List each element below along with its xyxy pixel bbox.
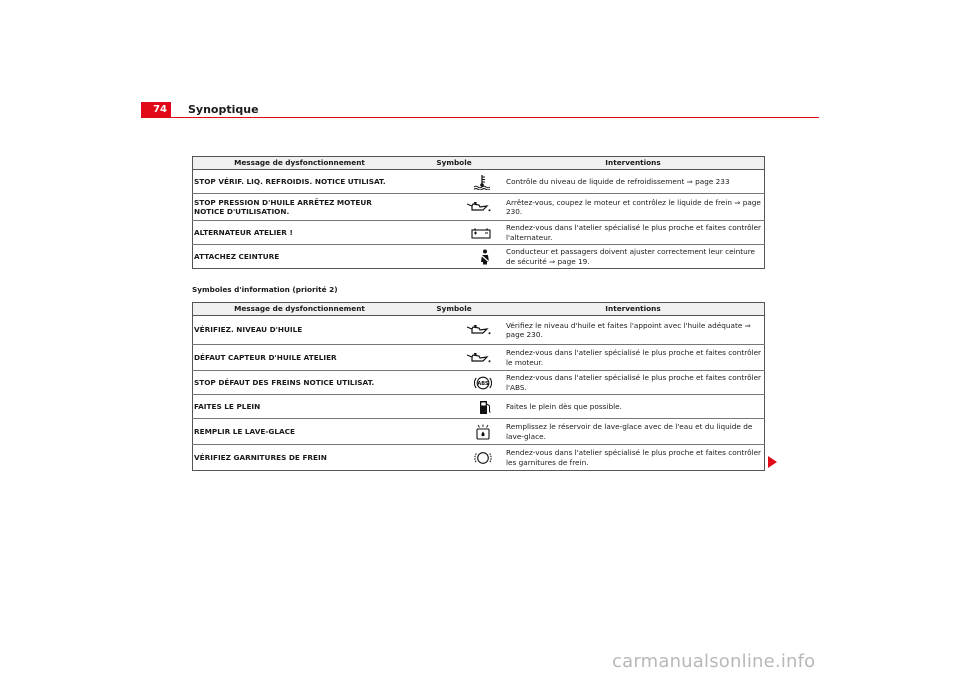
table-row — [193, 445, 765, 471]
symbol-cell — [406, 170, 502, 194]
column-header-symbol: Symbole — [406, 303, 502, 316]
symbol-cell — [406, 445, 502, 471]
column-header-interventions: Interventions — [502, 157, 765, 170]
symbol-cell — [406, 371, 502, 395]
symbol-cell — [406, 221, 502, 245]
intervention-cell: Vérifiez le niveau d'huile et faites l'appoint avec l'huile adéquate ⇒ page 230. — [502, 316, 765, 345]
column-header-symbol: Symbole — [406, 157, 502, 170]
message-cell: REMPLIR LE LAVE-GLACE — [193, 419, 407, 445]
symbol-cell — [406, 345, 502, 371]
table-row — [193, 371, 765, 395]
message-cell: FAITES LE PLEIN — [193, 395, 407, 419]
oil-can-icon — [466, 324, 492, 336]
intervention-cell: Conducteur et passagers doivent ajuster correctement leur ceinture de sécurité ⇒ page 19. — [502, 245, 765, 269]
oil-can-icon — [466, 352, 492, 364]
column-header-interventions: Interventions — [502, 303, 765, 316]
column-header-message: Message de dysfonctionnement — [193, 303, 407, 316]
column-header-message: Message de dysfonctionnement — [193, 157, 407, 170]
warnings-table — [192, 156, 765, 269]
message-cell: VÉRIFIEZ. NIVEAU D'HUILE — [193, 316, 407, 345]
next-page-arrow-icon[interactable] — [768, 456, 777, 468]
message-cell: VÉRIFIEZ GARNITURES DE FREIN — [193, 445, 407, 471]
intervention-cell: Rendez-vous dans l'atelier spécialisé le plus proche et faites contrôler l'alternateur. — [502, 221, 765, 245]
message-cell: STOP VÉRIF. LIQ. REFROIDIS. NOTICE UTILISAT. — [193, 170, 407, 194]
intervention-cell: Rendez-vous dans l'atelier spécialisé le plus proche et faites contrôler l'ABS. — [502, 371, 765, 395]
table-row — [193, 221, 765, 245]
intervention-cell: Faites le plein dès que possible. — [502, 395, 765, 419]
message-cell: ATTACHEZ CEINTURE — [193, 245, 407, 269]
intervention-cell: Contrôle du niveau de liquide de refroidissement ⇒ page 233 — [502, 170, 765, 194]
symbol-cell — [406, 245, 502, 269]
brake-pad-icon — [474, 450, 492, 466]
table-header-row — [193, 157, 765, 170]
table-row — [193, 316, 765, 345]
table-row — [193, 345, 765, 371]
coolant-icon — [472, 174, 492, 190]
table-header-row — [193, 303, 765, 316]
symbol-cell — [406, 395, 502, 419]
battery-icon — [470, 227, 492, 239]
header-rule — [141, 117, 819, 118]
message-cell: DÉFAUT CAPTEUR D'HUILE ATELIER — [193, 345, 407, 371]
message-cell: STOP DÉFAUT DES FREINS NOTICE UTILISAT. — [193, 371, 407, 395]
info-symbols-table — [192, 302, 765, 471]
table-row — [193, 395, 765, 419]
abs-icon — [474, 375, 492, 391]
table-row — [193, 245, 765, 269]
fuel-pump-icon — [478, 399, 492, 415]
table-row — [193, 419, 765, 445]
symbol-cell — [406, 316, 502, 345]
symbol-cell — [406, 194, 502, 221]
message-cell: ALTERNATEUR ATELIER ! — [193, 221, 407, 245]
abs-icon-text: ABS — [477, 380, 489, 387]
intervention-cell: Arrêtez-vous, coupez le moteur et contrôlez le liquide de frein ⇒ page 230. — [502, 194, 765, 221]
table-row — [193, 170, 765, 194]
seatbelt-icon — [478, 249, 492, 265]
section-label: Symboles d'information (priorité 2) — [192, 285, 338, 294]
intervention-cell: Rendez-vous dans l'atelier spécialisé le plus proche et faites contrôler les garnitures de frein. — [502, 445, 765, 471]
watermark: carmanualsonline.info — [612, 651, 816, 672]
intervention-cell: Rendez-vous dans l'atelier spécialisé le plus proche et faites contrôler le moteur. — [502, 345, 765, 371]
oil-can-icon — [466, 201, 492, 213]
table-row — [193, 194, 765, 221]
page-title: Synoptique — [188, 103, 259, 116]
page-number: 74 — [141, 102, 171, 118]
intervention-cell: Remplissez le réservoir de lave-glace avec de l'eau et du liquide de lave-glace. — [502, 419, 765, 445]
message-cell: STOP PRESSION D'HUILE ARRÊTEZ MOTEUR NOTICE D'UTILISATION. — [193, 194, 407, 221]
symbol-cell — [406, 419, 502, 445]
washer-fluid-icon — [474, 424, 492, 440]
